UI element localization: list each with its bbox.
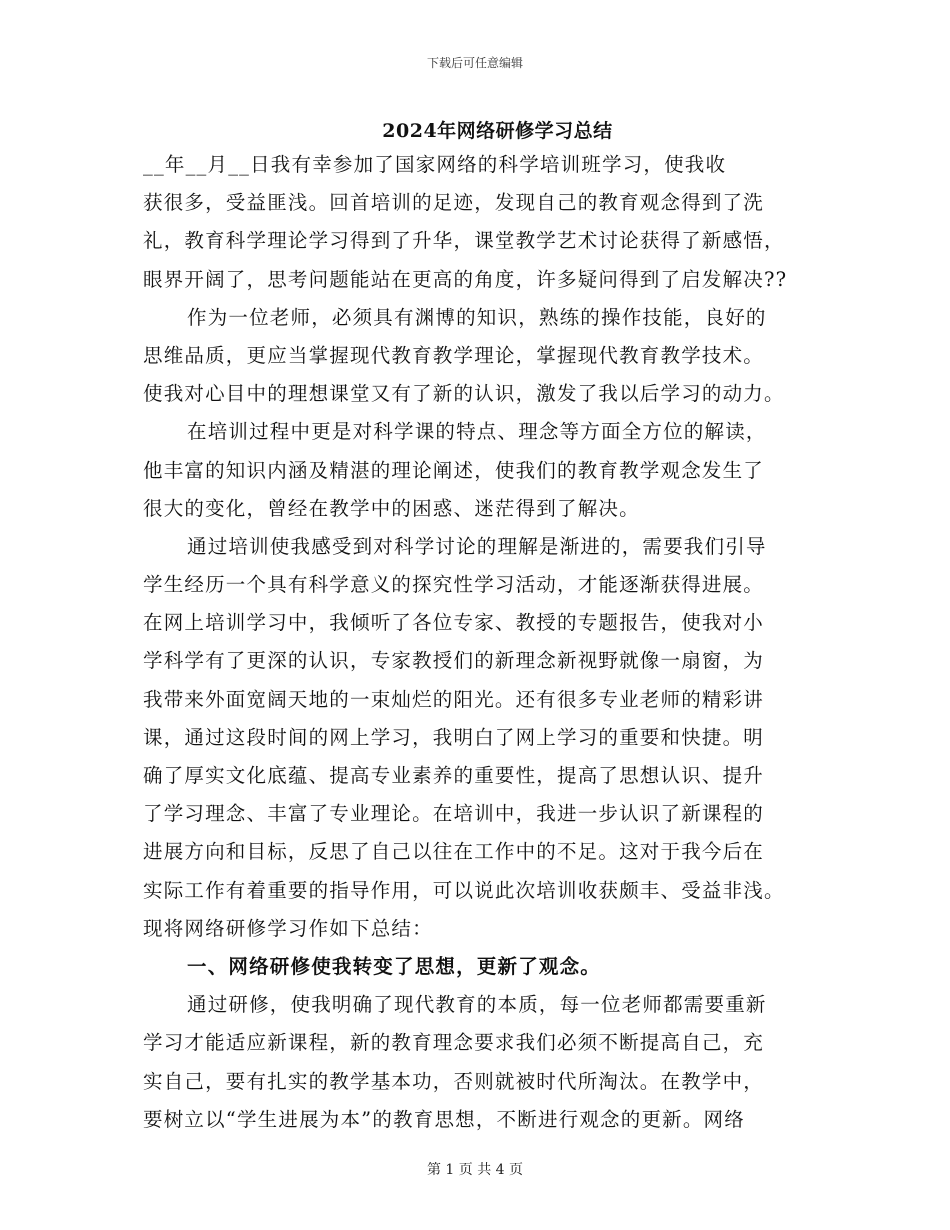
paragraph-first-line: 通过培训使我感受到对科学讨论的理解是渐进的，需要我们引导 <box>187 534 767 558</box>
text-line: 他丰富的知识内涵及精湛的理论阐述，使我们的教育教学观念发生了 <box>143 458 765 482</box>
text-line: 在网上培训学习中，我倾听了各位专家、教授的专题报告，使我对小 <box>143 611 765 635</box>
text-line: 学生经历一个具有科学意义的探究性学习活动，才能逐渐获得进展。 <box>143 573 765 597</box>
paragraph-first-line: 作为一位老师，必须具有渊博的知识，熟练的操作技能，良好的 <box>187 305 767 329</box>
text-line: 实际工作有着重要的指导作用，可以说此次培训收获颇丰、受益非浅。 <box>143 878 785 902</box>
text-line: 课，通过这段时间的网上学习，我明白了网上学习的重要和快捷。明 <box>143 725 765 749</box>
section-heading: 一、网络研修使我转变了思想，更新了观念。 <box>187 954 602 978</box>
text-line: 要树立以“学生进展为本”的教育思想，不断进行观念的更新。网络 <box>143 1107 745 1131</box>
text-line: 使我对心目中的理想课堂又有了新的认识，激发了我以后学习的动力。 <box>143 382 785 406</box>
text-line: __年__月__日我有幸参加了国家网络的科学培训班学习，使我收 <box>143 153 727 176</box>
text-line: 现将网络研修学习作如下总结： <box>143 916 433 940</box>
text-line: 学科学有了更深的认识，专家教授们的新理念新视野就像一扇窗，为 <box>143 649 765 673</box>
text-line: 获很多，受益匪浅。回首培训的足迹，发现自己的教育观念得到了洗 <box>143 191 765 215</box>
paragraph-first-line: 通过研修，使我明确了现代教育的本质，每一位老师都需要重新 <box>187 993 767 1017</box>
text-line: 了学习理念、丰富了专业理论。在培训中，我进一步认识了新课程的 <box>143 802 765 826</box>
document-title: 2024年网络研修学习总结 <box>382 120 613 142</box>
page-header: 下载后可任意编辑 <box>426 56 523 70</box>
text-line: 我带来外面宽阔天地的一束灿烂的阳光。还有很多专业老师的精彩讲 <box>143 687 765 711</box>
text-line: 眼界开阔了，思考问题能站在更高的角度，许多疑问得到了启发解决?? <box>143 267 788 291</box>
text-line: 很大的变化，曾经在教学中的困惑、迷茫得到了解决。 <box>143 496 640 520</box>
page-footer: 第 1 页 共 4 页 <box>426 1162 524 1178</box>
text-line: 礼，教育科学理论学习得到了升华，课堂教学艺术讨论获得了新感悟， <box>143 229 785 253</box>
text-line: 确了厚实文化底蕴、提高专业素养的重要性，提高了思想认识、提升 <box>143 764 765 787</box>
text-line: 进展方向和目标，反思了自己以往在工作中的不足。这对于我今后在 <box>143 840 765 864</box>
paragraph-first-line: 在培训过程中更是对科学课的特点、理念等方面全方位的解读， <box>187 420 767 444</box>
text-line: 思维品质，更应当掌握现代教育教学理论，掌握现代教育教学技术。 <box>143 343 765 367</box>
text-line: 学习才能适应新课程，新的教育理念要求我们必须不断提高自己，充 <box>143 1031 765 1055</box>
text-line: 实自己，要有扎实的教学基本功，否则就被时代所淘汰。在教学中， <box>143 1069 765 1093</box>
document-body <box>143 146 803 1139</box>
